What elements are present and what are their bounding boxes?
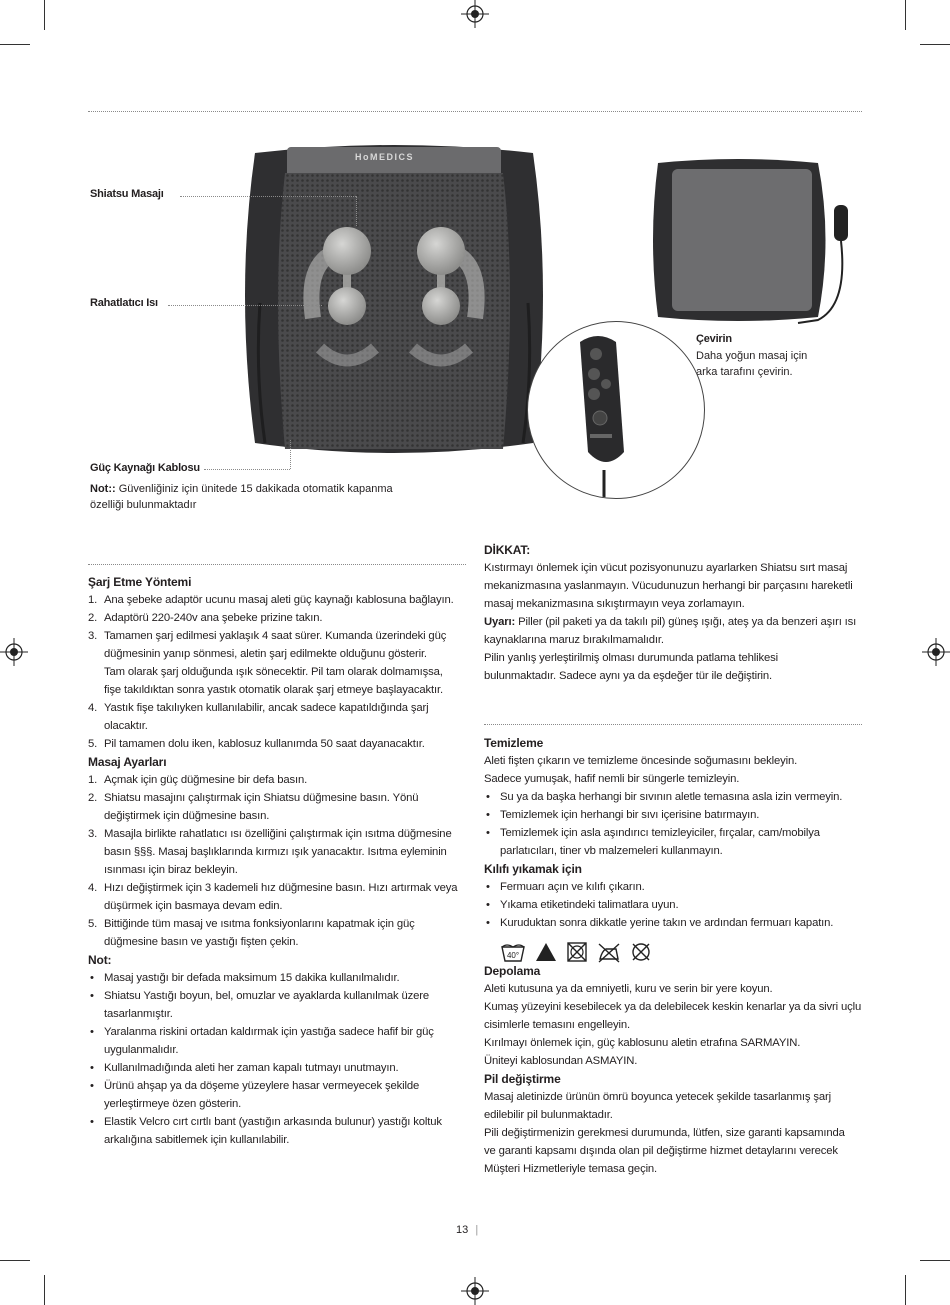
callout-power-cable: Güç Kaynağı Kablosu xyxy=(90,462,200,474)
cleaning-list xyxy=(484,788,864,860)
charge-title: Şarj Etme Yöntemi xyxy=(88,575,192,589)
no-tumble-dry-icon xyxy=(566,941,588,963)
cleaning-item: • Su ya da başka herhangi bir sıvının aletle temasına asla izin vermeyin. xyxy=(486,791,843,803)
brand-logo: HoMEDICS xyxy=(355,152,414,162)
wash-title: Kılıfı yıkamak için xyxy=(484,862,582,876)
note-item: • Elastik Velcro cırt cırtlı bant (yastığın arkasında bulunur) yastığı koltuk arkalığına sabitlemek için kullanılabilir. xyxy=(90,1116,442,1146)
registration-mark-icon xyxy=(922,638,950,666)
crop-mark xyxy=(44,1275,45,1305)
no-dry-clean-icon xyxy=(630,941,652,963)
charge-item: 2. Adaptörü 220-240v ana şebeke prizine takın. xyxy=(88,612,323,624)
remote-control-zoom xyxy=(527,321,705,499)
crop-mark xyxy=(920,44,950,45)
crop-mark xyxy=(905,1275,906,1305)
note-item: • Yaralanma riskini ortadan kaldırmak için yastığa sadece hafif bir güç uygulanmalıdır. xyxy=(90,1026,434,1056)
wash-temp-label: 40° xyxy=(506,951,520,960)
registration-mark-icon xyxy=(461,0,489,28)
cleaning-title: Temizleme xyxy=(484,736,544,750)
note-item: • Ürünü ahşap ya da döşeme yüzeylere hasar vermeyecek şekilde yerleştirmeye özen gösterin. xyxy=(90,1080,420,1110)
crop-mark xyxy=(920,1260,950,1261)
flip-title: Çevirin xyxy=(696,333,732,345)
note-list xyxy=(88,969,468,1149)
no-iron-icon xyxy=(596,941,622,963)
remote-control-image xyxy=(528,322,704,498)
massage-item: 2. Shiatsu masajını çalıştırmak için Shiatsu düğmesine basın. Yönü değiştirmek için düğmesine basın. xyxy=(88,792,419,822)
top-divider xyxy=(88,111,862,112)
bleach-icon xyxy=(534,941,558,963)
crop-mark xyxy=(44,0,45,30)
massage-settings-title: Masaj Ayarları xyxy=(88,755,167,769)
massage-item: 4. Hızı değiştirmek için 3 kademeli hız düğmesine basın. Hızı artırmak veya düşürmek için basmaya devam edin. xyxy=(88,882,458,912)
warning-label: Uyarı: xyxy=(484,616,516,628)
wash-item: • Yıkama etiketindeki talimatlara uyun. xyxy=(486,899,679,911)
auto-off-note-line2: özelliği bulunmaktadır xyxy=(90,499,197,511)
caution-title: DİKKAT: xyxy=(484,543,531,557)
right-section-divider xyxy=(484,724,862,725)
callout-heat: Rahatlatıcı Isı xyxy=(90,297,158,309)
massage-item: 1. Açmak için güç düğmesine bir defa basın. xyxy=(88,774,308,786)
callout-shiatsu: Shiatsu Masajı xyxy=(90,188,164,200)
care-symbols xyxy=(500,941,652,963)
crop-mark xyxy=(905,0,906,30)
wash-40-icon xyxy=(500,941,526,963)
warning-line: Uyarı: Piller (pil paketi ya da takılı pil) güneş ışığı, ateş ya da benzeri aşırı ısı xyxy=(484,616,857,628)
massage-pillow-back-image xyxy=(648,155,848,325)
note-title: Not: xyxy=(88,953,112,967)
cleaning-item: • Temizlemek için asla aşındırıcı temizleyiciler, fırçalar, cam/mobilya parlatıcıları, tiner vb malzemeleri kullanmayın. xyxy=(486,827,820,857)
charge-item: 5. Pil tamamen dolu iken, kablosuz kullanımda 50 saat dayanacaktır. xyxy=(88,738,425,750)
note-item: • Shiatsu Yastığı boyun, bel, omuzlar ve ayaklarda kullanılmak üzere tasarlanmıştır. xyxy=(90,990,430,1020)
auto-off-note xyxy=(90,481,430,513)
left-column xyxy=(88,573,468,1149)
note-item: • Kullanılmadığında aleti her zaman kapalı tutmayı unutmayın. xyxy=(90,1062,399,1074)
note-item: • Masaj yastığı bir defada maksimum 15 dakika kullanılmalıdır. xyxy=(90,972,400,984)
registration-mark-icon xyxy=(461,1277,489,1305)
callout-cable-leader xyxy=(290,440,291,469)
crop-mark xyxy=(0,44,30,45)
flip-text xyxy=(696,348,807,380)
massage-list xyxy=(88,771,468,951)
left-section-divider xyxy=(88,564,466,565)
callout-shiatsu-leader xyxy=(180,196,356,197)
callout-cable-leader xyxy=(204,469,290,470)
cleaning-item: • Temizlemek için herhangi bir sıvı içerisine batırmayın. xyxy=(486,809,760,821)
wash-list xyxy=(484,878,864,932)
massage-item: 3. Masajla birlikte rahatlatıcı ısı özelliğini çalıştırmak için ısıtma düğmesine basın §§§. Masaj başlıklarında kırmızı ışık yanacaktır. Isıtma eyleminin ısınması için biraz bekleyin. xyxy=(88,828,452,876)
charge-item: 1. Ana şebeke adaptör ucunu masaj aleti güç kaynağı kablosuna bağlayın. xyxy=(88,594,454,606)
battery-change-title: Pil değiştirme xyxy=(484,1072,561,1086)
charge-item: 4. Yastık fişe takılıyken kullanılabilir, ancak sadece kapatıldığında şarj olacaktır. xyxy=(88,702,429,732)
wash-item: • Kuruduktan sonra dikkatle yerine takın ve ardından fermuarı kapatın. xyxy=(486,917,834,929)
registration-mark-icon xyxy=(0,638,28,666)
auto-off-note-line1: Güvenliğiniz için ünitede 15 dakikada otomatik kapanma xyxy=(118,483,393,495)
callout-shiatsu-leader xyxy=(356,196,357,226)
storage-title: Depolama xyxy=(484,964,541,978)
massage-item: 5. Bittiğinde tüm masaj ve ısıtma fonksiyonlarını kapatmak için güç düğmesine basın ve yastığı fişten çekin. xyxy=(88,918,415,948)
flip-text-line1: Daha yoğun masaj için xyxy=(696,350,808,362)
flip-text-line2: arka tarafını çevirin. xyxy=(696,366,793,378)
charge-list xyxy=(88,591,468,753)
auto-off-note-label: Not:: xyxy=(90,483,116,495)
right-column-lower: Temizleme Aleti fişten çıkarın ve temizleme öncesinde soğumasını bekleyin. Sadece yumuşak, hafif nemli bir süngerle temizleyin. • Su ya da başka herhangi bir sıvının aletle temasına asla izin vermeyin. • Temizlemek için herhangi bir sıvı içerisine batırmayın. • Temizlemek için asla aşındırıcı temizleyiciler, fırçalar, cam/mobilya parlatıcıları, tiner vb malzemeleri kullanmayın. Kılıfı yıkamak için • Fermuarı açın ve kılıfı çıkarın. • Yıkama etiketindeki talimatlara uyun. • Kuruduktan sonra dikkatle yerine takın ve ardından fermuarı kapatın. Depolama Aleti kutusuna ya da emniyetli, kuru ve serin bir yere koyun. Kumaş yüzeyini kesebilecek ya da delebilecek keskin kenarlar ya da sivri uçlu cisimlerle temasını engelleyin. Kırılmayı önlemek için, güç kablosunu aletin etrafına SARMAYIN. Üniteyi kablosundan ASMAYIN. Pil değiştirme Masaj aletinizde ürünün ömrü boyunca yetecek şekilde tasarlanmış şarj edilebilir pil bulunmaktadır. Pili değiştirmenizin gerekmesi durumunda, lütfen, size garanti kapsamında ve garanti kapsamı dışında olan pil değiştirme hizmet detaylarını verecek Müşteri Hizmetleriyle temasa geçin. xyxy=(484,734,864,1178)
wash-item: • Fermuarı açın ve kılıfı çıkarın. xyxy=(486,881,645,893)
crop-mark xyxy=(0,1260,30,1261)
charge-item: 3. Tamamen şarj edilmesi yaklaşık 4 saat sürer. Kumanda üzerindeki güç düğmesinin yanıp sönmesi, aletin şarj edilmekte olduğunu gösterir. Tam olarak şarj olduğunda ışık sönecektir. Pil tam olarak dolmamışsa, fişe takıldıktan sonra yastık otomatik olarak şarj etmeye başlayacaktır. xyxy=(88,630,447,696)
page-number: 13 | xyxy=(456,1224,479,1236)
right-column: DİKKAT: Kıstırmayı önlemek için vücut pozisyonunuzu ayarlarken Shiatsu sırt masaj mekanizmasına yaslanmayın. Vücudunuzun herhangi bir parçasını hareketli masaj mekanizmasına sıkıştırmayın veya zorlamayın. Uyarı: Piller (pil paketi ya da takılı pil) güneş ışığı, ateş ya da benzeri aşırı ısı kaynaklarına maruz bırakılmamalıdır. Pilin yanlış yerleştirilmiş olması durumunda patlama tehlikesi bulunmaktadır. Sadece aynı ya da eşdeğer tür ile değiştirin. xyxy=(484,541,864,685)
callout-heat-leader xyxy=(168,305,322,306)
massage-pillow-front-image xyxy=(235,143,553,457)
page-number-separator: | xyxy=(475,1224,479,1236)
